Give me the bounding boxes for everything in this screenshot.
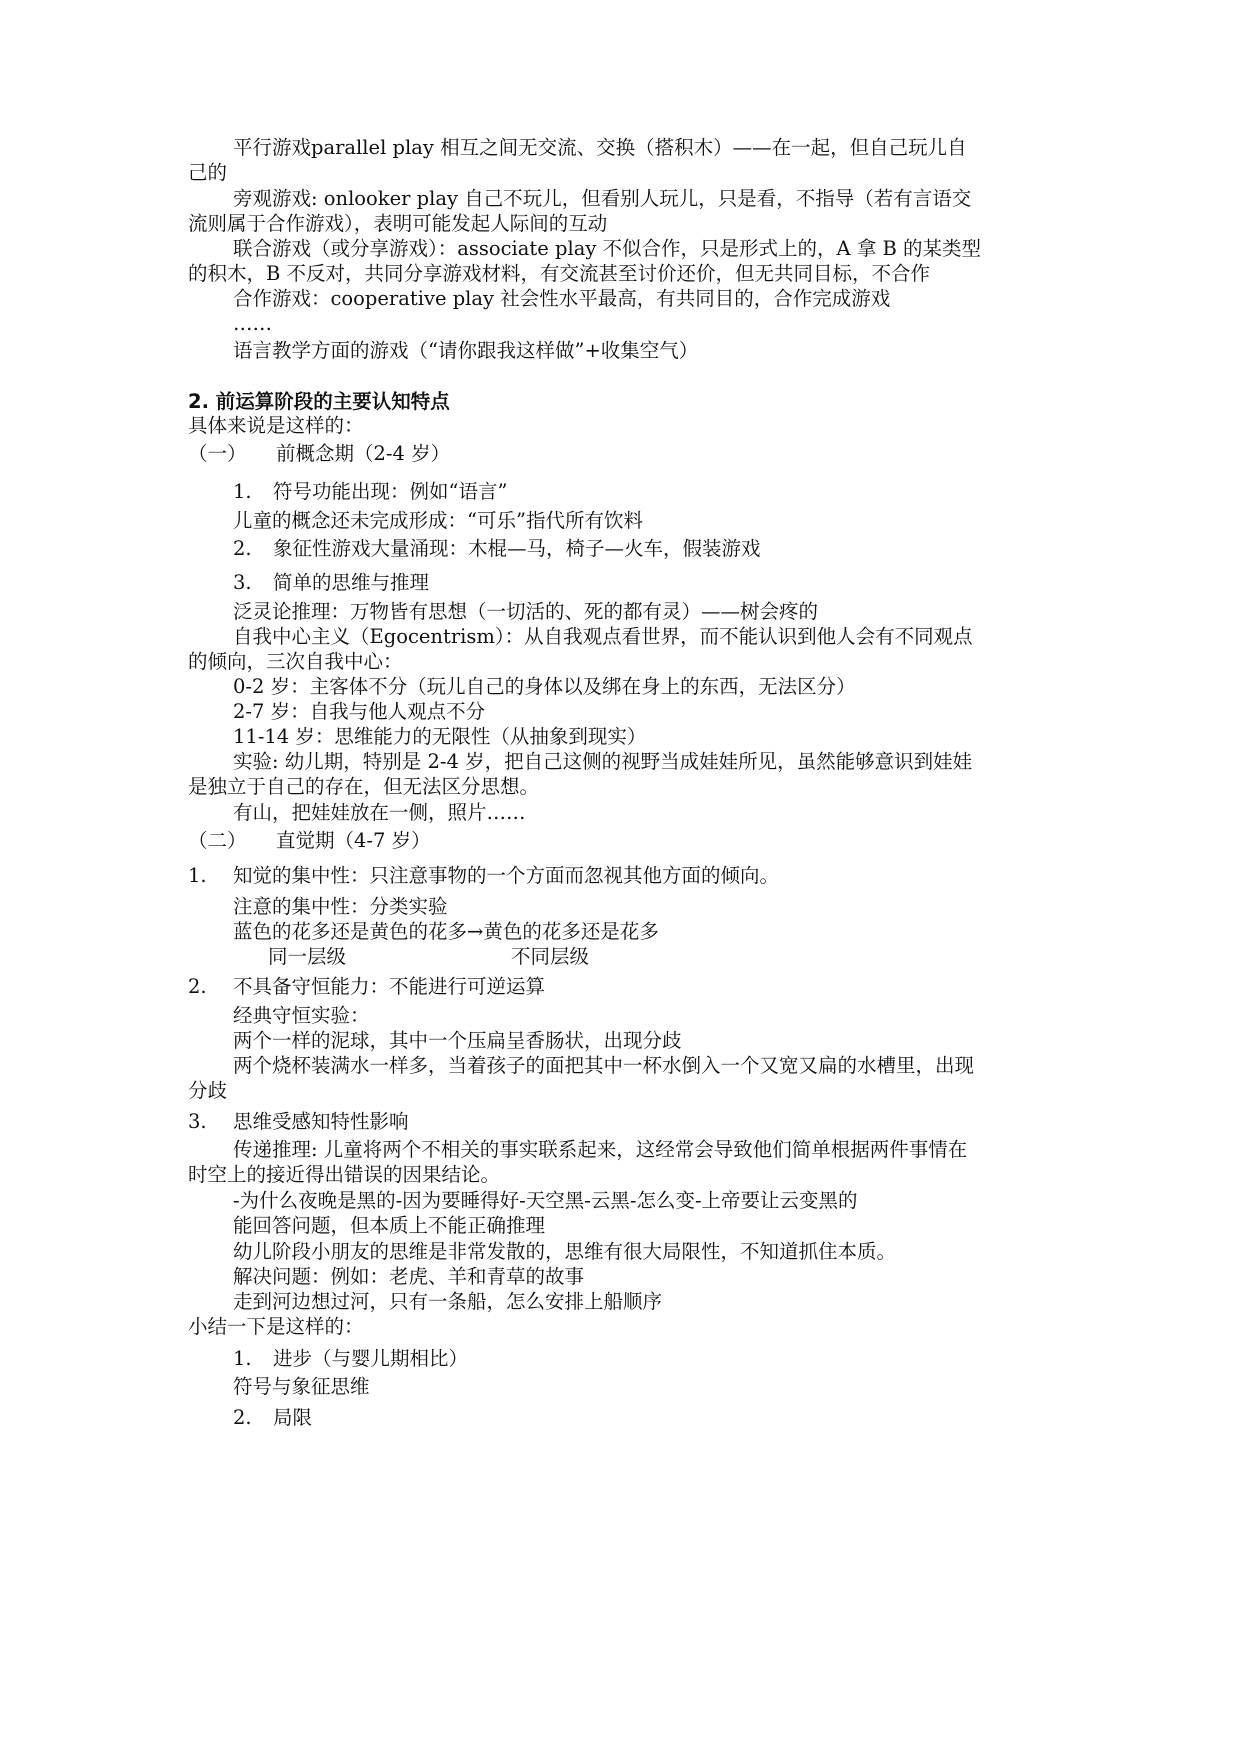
different-level-label: 不同层级	[511, 945, 590, 968]
list-number: 1.	[233, 1347, 252, 1370]
list-text: 知觉的集中性：只注意事物的一个方面而忽视其他方面的倾向。	[233, 864, 780, 887]
list-text: 不具备守恒能力：不能进行可逆运算	[233, 975, 546, 998]
divergent-line: 幼儿阶段小朋友的思维是非常发散的，思维有很大局限性，不知道抓住本质。	[233, 1240, 897, 1263]
ellipsis-line: ……	[233, 312, 272, 335]
cooperative-play-line: 合作游戏：cooperative play 社会性水平最高，有共同目的，合作完成游戏	[233, 287, 891, 310]
symbol-line: 符号与象征思维	[233, 1375, 370, 1398]
solve-line: 解决问题：例如：老虎、羊和青草的故事	[233, 1265, 585, 1288]
part2-title: 直觉期（4-7 岁）	[276, 829, 431, 852]
age-stage-line: 2-7 岁：自我与他人观点不分	[233, 700, 486, 723]
experiment-line: 实验: 幼儿期，特别是 2-4 岁，把自己这侧的视野当成娃娃所见，虽然能够意识到娃娃	[233, 750, 973, 773]
transductive-line-cont: 时空上的接近得出错误的因果结论。	[188, 1163, 501, 1186]
list-text: 局限	[273, 1406, 313, 1429]
water-beaker-line-cont: 分歧	[188, 1079, 228, 1102]
list-text: 象征性游戏大量涌现：木棍—马，椅子—火车，假装游戏	[273, 537, 761, 560]
river-line: 走到河边想过河，只有一条船，怎么安排上船顺序	[233, 1290, 663, 1313]
part2-heading	[188, 828, 431, 854]
onlooker-play-line: 旁观游戏: onlooker play 自己不玩儿，但看别人玩儿，只是看，不指导（若有言语交	[233, 187, 972, 210]
flowers-line: 蓝色的花多还是黄色的花多→黄色的花多还是花多	[233, 920, 659, 943]
summary-intro: 小结一下是这样的：	[188, 1315, 364, 1338]
language-game-line: 语言教学方面的游戏（“请你跟我这样做”+收集空气）	[233, 339, 699, 362]
age-stage-line: 11-14 岁：思维能力的无限性（从抽象到现实）	[233, 725, 647, 748]
list-item	[233, 536, 761, 562]
list-item	[188, 1109, 409, 1135]
document-page	[188, 0, 1068, 1754]
list-text: 进步（与婴儿期相比）	[273, 1347, 469, 1370]
associate-play-line-cont: 的积木，B 不反对，共同分享游戏材料，有交流甚至讨价还价，但无共同目标，不合作	[188, 262, 931, 285]
list-number: 2.	[233, 1406, 252, 1429]
attention-line: 注意的集中性：分类实验	[233, 895, 448, 918]
clay-ball-line: 两个一样的泥球，其中一个压扁呈香肠状，出现分歧	[233, 1029, 682, 1052]
onlooker-play-line-cont: 流则属于合作游戏），表明可能发起人际间的互动	[188, 212, 608, 235]
list-number: 3.	[188, 1110, 207, 1133]
list-item	[233, 1405, 312, 1431]
list-item	[188, 974, 545, 1000]
experiment-line-cont: 是独立于自己的存在，但无法区分思想。	[188, 775, 540, 798]
water-beaker-line: 两个烧杯装满水一样多，当着孩子的面把其中一杯水倒入一个又宽又扁的水槽里，出现	[233, 1054, 975, 1077]
list-number: 3.	[233, 571, 252, 594]
egocentrism-line-cont: 的倾向，三次自我中心：	[188, 650, 403, 673]
list-item	[188, 863, 779, 889]
list-number: 2.	[188, 975, 207, 998]
same-level-label: 同一层级	[268, 945, 347, 968]
parallel-play-line: 平行游戏parallel play 相互之间无交流、交换（搭积木）——在一起，但自己玩儿自	[233, 136, 967, 159]
part1-title: 前概念期（2-4 岁）	[276, 442, 451, 465]
parallel-play-line-cont: 己的	[188, 161, 228, 184]
transductive-line: 传递推理: 儿童将两个不相关的事实联系起来，这经常会导致他们简单根据两件事情在	[233, 1138, 968, 1161]
list-number: 1.	[233, 480, 252, 503]
list-number: 1.	[188, 864, 207, 887]
list-item	[233, 479, 507, 505]
classic-experiment-line: 经典守恒实验：	[233, 1004, 370, 1027]
animism-line: 泛灵论推理：万物皆有思想（一切活的、死的都有灵）——树会疼的	[233, 600, 819, 623]
list-item	[233, 1346, 468, 1372]
list-item	[233, 570, 429, 596]
egocentrism-line: 自我中心主义（Egocentrism）：从自我观点看世界，而不能认识到他人会有不同观点	[233, 625, 973, 648]
section-heading: 2. 前运算阶段的主要认知特点	[188, 390, 450, 413]
concept-line: 儿童的概念还未完成形成：“可乐”指代所有饮料	[233, 509, 643, 532]
list-number: 2.	[233, 537, 252, 560]
part1-heading	[188, 441, 450, 467]
associate-play-line: 联合游戏（或分享游戏）：associate play 不似合作，只是形式上的，A 拿 B 的某类型	[233, 237, 982, 260]
list-text: 思维受感知特性影响	[233, 1110, 409, 1133]
part2-label: （二）	[188, 829, 247, 852]
list-text: 符号功能出现：例如“语言”	[273, 480, 508, 503]
night-example-line: -为什么夜晚是黑的-因为要睡得好-天空黑-云黑-怎么变-上帝要让云变黑的	[233, 1189, 858, 1212]
answer-line: 能回答问题，但本质上不能正确推理	[233, 1214, 546, 1237]
list-text: 简单的思维与推理	[273, 571, 430, 594]
mountain-line: 有山，把娃娃放在一侧，照片……	[233, 801, 526, 824]
section-intro: 具体来说是这样的：	[188, 414, 364, 437]
part1-label: （一）	[188, 442, 247, 465]
age-stage-line: 0-2 岁：主客体不分（玩儿自己的身体以及绑在身上的东西，无法区分）	[233, 675, 856, 698]
